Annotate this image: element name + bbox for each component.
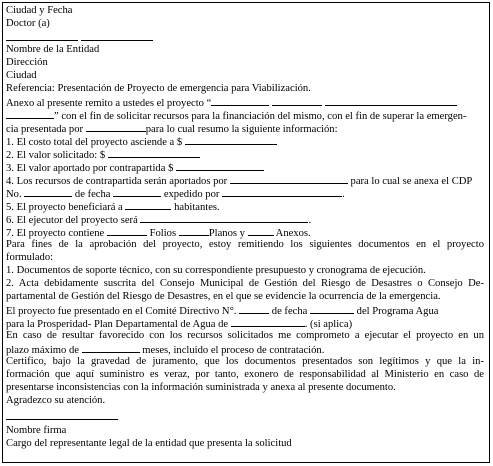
certify-text-2: formación que aquí suministro es veraz, por tanto, exonero de responsabilidad al Ministerio en caso de bbox=[6, 369, 484, 380]
item-2-line bbox=[6, 148, 200, 162]
city-line bbox=[6, 70, 37, 82]
cdp-number-blank bbox=[24, 187, 72, 197]
committee-line bbox=[6, 304, 438, 318]
period: . bbox=[308, 215, 312, 226]
certify-line-2 bbox=[6, 369, 484, 381]
period: . bbox=[342, 189, 345, 200]
certify-line bbox=[6, 356, 484, 368]
deadline-line bbox=[6, 343, 324, 357]
entity-name-line bbox=[6, 44, 99, 56]
address-line bbox=[6, 57, 48, 69]
certify-text: Certifico, bajo la gravedad de juramento, que los documentos presentados son legítimos y que la in- bbox=[6, 356, 484, 367]
beneficiaries-label: 5. El proyecto beneficiará a bbox=[6, 202, 123, 213]
plan-line bbox=[6, 317, 352, 331]
item-3-line bbox=[6, 161, 264, 175]
doc-2-line-2 bbox=[6, 291, 441, 303]
project-name-blank bbox=[325, 96, 457, 106]
emergency-text: cia presentada por bbox=[6, 124, 84, 135]
signer-role-line bbox=[6, 438, 292, 450]
item-6-line bbox=[6, 213, 311, 227]
blank-line bbox=[6, 31, 78, 41]
if-applies-label: . (si aplica) bbox=[304, 319, 353, 330]
doc-1-text: 1. Documentos de soporte técnico, con su correspondiente presupuesto y cronograma de ejecución. bbox=[6, 265, 426, 276]
beneficiaries-blank bbox=[125, 200, 171, 210]
docs-intro-text-2: formulado: bbox=[6, 252, 54, 263]
cdp-issuer-blank bbox=[222, 187, 342, 197]
doc-2-text: 2. Acta debidamente suscrita del Consejo Municipal de Gestión del Riesgo de Desastres o Consejo De- bbox=[6, 278, 484, 289]
docs-intro-line-2 bbox=[6, 252, 53, 264]
reference-text: Referencia: Presentación de Proyecto de emergencia para Viabilización. bbox=[6, 83, 311, 94]
signer-role-label: Cargo del representante legal de la entidad que presenta la solicitud bbox=[6, 438, 292, 449]
deadline-label: plazo máximo de bbox=[6, 345, 79, 356]
annexes-blank bbox=[248, 226, 274, 236]
city-label: Ciudad bbox=[6, 70, 37, 81]
reference-line bbox=[6, 83, 311, 95]
commitment-line bbox=[6, 330, 484, 342]
counterpart-value-blank bbox=[176, 161, 264, 171]
inhabitants-label: habitantes. bbox=[174, 202, 220, 213]
plan-label: para la Prosperidad- Plan Departamental de Agua de bbox=[6, 319, 229, 330]
purpose-line bbox=[6, 109, 467, 123]
project-name-blank bbox=[211, 96, 269, 106]
doc-2-text-2: partamental de Gestión del Riesgo de Desastres, en el que se evidencie la ocurrencia de la emergencia. bbox=[6, 291, 441, 302]
plans-blank bbox=[179, 226, 209, 236]
folios-label: Folios bbox=[149, 228, 177, 239]
cdp-annex-text: para lo cual se anexa el CDP bbox=[350, 176, 473, 187]
entity-name-label: Nombre de la Entidad bbox=[6, 44, 100, 55]
cdp-number-label: No. bbox=[6, 189, 22, 200]
signer-name-label: Nombre firma bbox=[6, 425, 67, 436]
requested-value-blank bbox=[108, 148, 200, 158]
committee-date-label: de fecha bbox=[271, 306, 308, 317]
blank-line bbox=[81, 31, 153, 41]
annexes-label: Anexos. bbox=[275, 228, 311, 239]
counterpart-source-label: 4. Los recursos de contrapartida serán aportados por bbox=[6, 176, 228, 187]
deadline-blank bbox=[82, 343, 140, 353]
cdp-date-label: de fecha bbox=[74, 189, 111, 200]
cdp-issuer-label: expedido por bbox=[163, 189, 220, 200]
signature-line bbox=[6, 410, 118, 424]
plans-label: Planos y bbox=[208, 228, 245, 239]
docs-intro-text: Para fines de la aprobación del proyecto, estoy remitiendo los siguientes documentos en el proyecto bbox=[6, 239, 484, 250]
cdp-date-blank bbox=[113, 187, 161, 197]
signature-blank bbox=[6, 410, 118, 420]
deadline-text: meses, incluido el proceso de contratación. bbox=[142, 345, 325, 356]
doctor-label: Doctor (a) bbox=[6, 18, 50, 29]
doctor-line bbox=[6, 18, 50, 30]
counterpart-source-blank bbox=[230, 174, 348, 184]
item-1-line bbox=[6, 135, 277, 149]
committee-number-blank bbox=[239, 304, 269, 314]
certify-line-3 bbox=[6, 382, 396, 394]
item-5-line bbox=[6, 200, 220, 214]
thanks-text: Agradezco su atención. bbox=[6, 395, 106, 406]
docs-intro-line bbox=[6, 239, 484, 251]
annex-text: Anexo al presente remito a ustedes el proyecto “ bbox=[6, 98, 212, 109]
blank-lines-row bbox=[6, 31, 153, 45]
city-date-label: Ciudad y Fecha bbox=[6, 5, 73, 16]
item-4-line bbox=[6, 174, 472, 188]
emergency-cause-blank bbox=[86, 122, 146, 132]
cdp-details-line bbox=[6, 187, 345, 201]
program-label: del Programa Agua bbox=[356, 306, 439, 317]
total-cost-blank bbox=[185, 135, 277, 145]
purpose-text: ” con el fin de solicitar recursos para la financiación del mismo, con el fin de superar la emergen- bbox=[54, 111, 467, 122]
department-blank bbox=[231, 317, 305, 327]
commitment-text: En caso de resultar favorecido con los recursos solicitados me comprometo a ejecutar el proyecto en un bbox=[6, 330, 484, 341]
executor-label: 6. El ejecutor del proyecto será bbox=[6, 215, 138, 226]
project-name-blank bbox=[6, 109, 54, 119]
annex-line bbox=[6, 96, 457, 110]
city-date-line bbox=[6, 5, 73, 17]
requested-value-label: 2. El valor solicitado: $ bbox=[6, 150, 106, 161]
summary-text: para lo cual resumo la siguiente información: bbox=[145, 124, 338, 135]
counterpart-value-label: 3. El valor aportado por contrapartida $ bbox=[6, 163, 174, 174]
committee-date-blank bbox=[310, 304, 354, 314]
thanks-line bbox=[6, 395, 105, 407]
executor-blank bbox=[140, 213, 308, 223]
committee-label: El proyecto fue presentado en el Comité Directivo N°. bbox=[6, 306, 237, 317]
project-name-blank bbox=[272, 96, 322, 106]
doc-1-line bbox=[6, 265, 426, 277]
address-label: Dirección bbox=[6, 57, 48, 68]
emergency-line bbox=[6, 122, 338, 136]
folios-blank bbox=[107, 226, 147, 236]
contents-label: 7. El proyecto contiene bbox=[6, 228, 105, 239]
total-cost-label: 1. El costo total del proyecto asciende a $ bbox=[6, 137, 183, 148]
certify-text-3: presentarse inconsistencias con la información suministrada y anexa al presente documento. bbox=[6, 382, 396, 393]
signer-name-line bbox=[6, 425, 66, 437]
doc-2-line bbox=[6, 278, 484, 290]
item-7-line bbox=[6, 226, 311, 240]
